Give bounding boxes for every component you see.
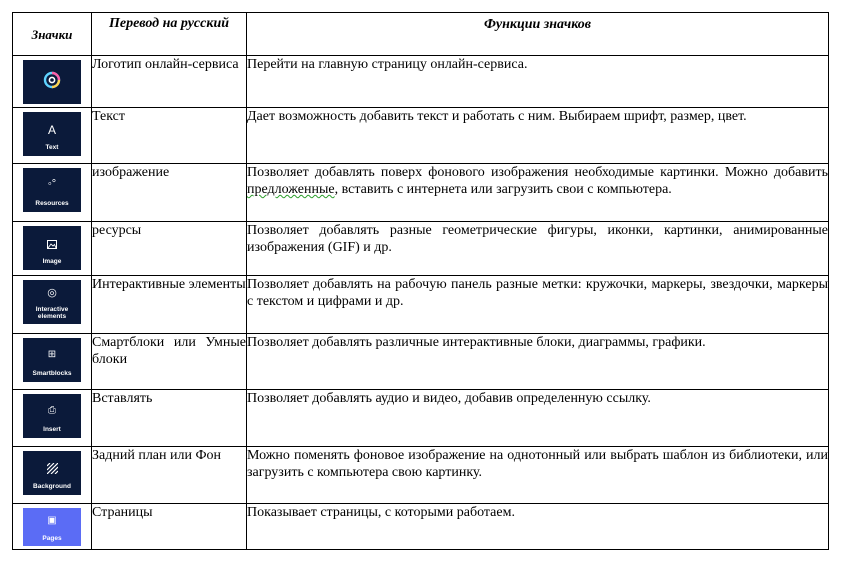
row-name: Задний план или Фон: [92, 447, 247, 504]
table-row: [13, 447, 829, 504]
row-name: Логотип онлайн-сервиса: [92, 56, 247, 108]
resources-icon: ◦° Resources: [23, 168, 81, 212]
spellcheck-word: предложенные: [247, 182, 335, 197]
logo-icon: [23, 60, 81, 104]
table-row: [13, 164, 829, 222]
table-row: [13, 504, 829, 550]
row-function: Показывает страницы, с которыми работаем.: [247, 504, 829, 550]
smartblocks-icon: ⊞ Smartblocks: [23, 338, 81, 382]
row-name: Страницы: [92, 504, 247, 550]
row-function: Перейти на главную страницу онлайн-сервиса.: [247, 56, 829, 108]
insert-icon: ⎙ Insert: [23, 394, 81, 438]
header-translation: Перевод на русский: [92, 13, 247, 56]
icons-table: [12, 12, 829, 550]
row-function: Позволяет добавлять различные интерактивные блоки, диаграммы, графики.: [247, 334, 829, 390]
row-name: Интерактивные элементы: [92, 276, 247, 334]
interactive-elements-icon: ◎ Interactive elements: [23, 280, 81, 324]
table-row: [13, 56, 829, 108]
row-name: изображение: [92, 164, 247, 222]
row-function: Дает возможность добавить текст и работать с ним. Выбираем шрифт, размер, цвет.: [247, 108, 829, 164]
pages-icon: ▣ Pages: [23, 508, 81, 546]
row-function: Можно поменять фоновое изображение на однотонный или выбрать шаблон из библиотеки, или загрузить с компьютера свою картинку.: [247, 447, 829, 504]
table-row: [13, 108, 829, 164]
header-icons: Значки: [13, 13, 92, 56]
row-function: Позволяет добавлять на рабочую панель разные метки: кружочки, маркеры, звездочки, маркеры с текстом и цифрами и др.: [247, 276, 829, 334]
row-name: Вставлять: [92, 390, 247, 447]
row-function: Позволяет добавлять поверх фонового изображения необходимые картинки. Можно добавить предложенные, вставить с интернета или загрузить свои с компьютера.: [247, 164, 829, 222]
row-name: Смартблоки или Умные блоки: [92, 334, 247, 390]
logo-ring-graphic: [43, 71, 61, 89]
row-function: Позволяет добавлять аудио и видео, добавив определенную ссылку.: [247, 390, 829, 447]
background-icon: Background: [23, 451, 81, 495]
text-icon: A Text: [23, 112, 81, 156]
row-name: ресурсы: [92, 222, 247, 276]
table-row: [13, 222, 829, 276]
header-row: [13, 13, 829, 56]
table-row: [13, 276, 829, 334]
table-row: [13, 334, 829, 390]
table-row: [13, 390, 829, 447]
row-function: Позволяет добавлять разные геометрические фигуры, иконки, картинки, анимированные изображения (GIF) и др.: [247, 222, 829, 276]
header-functions: Функции значков: [247, 13, 829, 56]
image-icon: Image: [23, 226, 81, 270]
row-name: Текст: [92, 108, 247, 164]
